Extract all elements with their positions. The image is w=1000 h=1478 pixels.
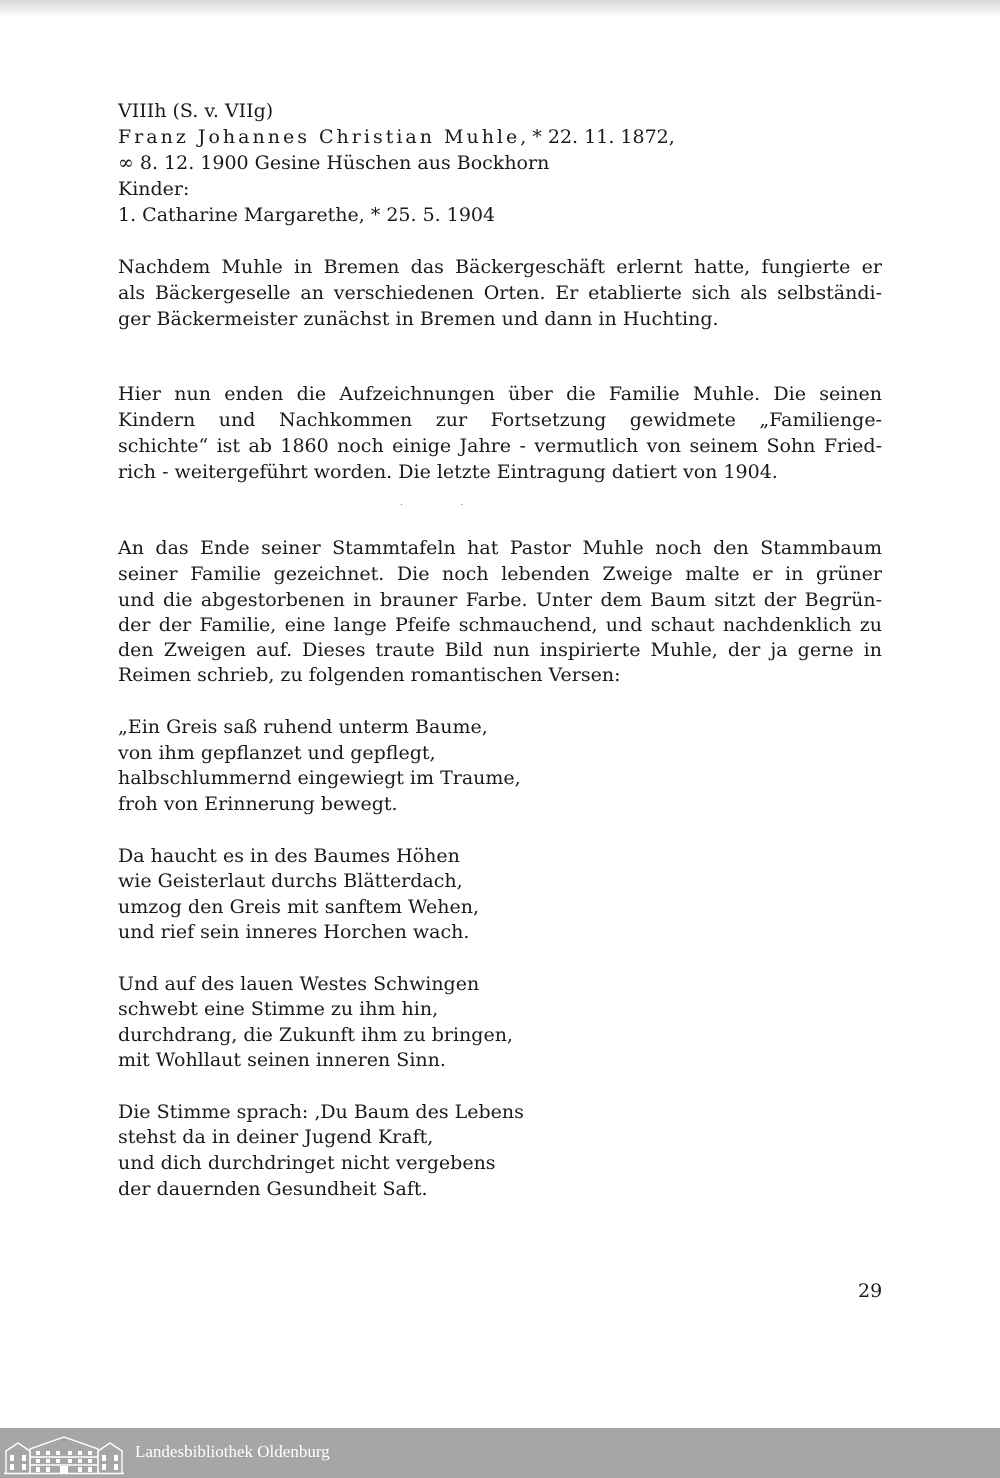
person-name: Franz Johannes Christian Muhle	[118, 126, 521, 148]
poem-line: und rief sein inneres Horchen wach.	[118, 921, 470, 943]
poem-line: und dich durchdringet nicht vergebens	[118, 1152, 496, 1174]
library-footer-banner	[0, 1428, 1000, 1478]
paragraph-3-line: Reimen schrieb, zu folgenden romantischen Versen:	[118, 664, 621, 686]
paragraph-2-line: schichte“ ist ab 1860 noch einige Jahre - vermutlich von seinem Sohn Fried-	[118, 435, 882, 457]
poem-line: Die Stimme sprach: ‚Du Baum des Lebens	[118, 1101, 524, 1123]
poem-line: von ihm gepflanzet und gepflegt,	[118, 742, 436, 764]
poem-line: froh von Erinnerung bewegt.	[118, 793, 398, 815]
poem-line: Und auf des lauen Westes Schwingen	[118, 973, 480, 995]
paragraph-1-line: ger Bäckermeister zunächst in Bremen und dann in Huchting.	[118, 308, 719, 330]
paragraph-3-line: und die abgestorbenen in brauner Farbe. Unter dem Baum sitzt der Begrün-	[118, 589, 882, 611]
person-line	[118, 124, 675, 150]
marriage-line: ∞ 8. 12. 1900 Gesine Hüschen aus Bockhorn	[118, 152, 550, 174]
poem-line: umzog den Greis mit sanftem Wehen,	[118, 896, 479, 918]
poem-line: stehst da in deiner Jugend Kraft,	[118, 1126, 434, 1148]
poem-line: halbschlummernd eingewiegt im Traume,	[118, 767, 521, 789]
paragraph-1-line: als Bäckergeselle an verschiedenen Orten. Er etablierte sich als selbständi-	[118, 282, 882, 304]
poem-line: durchdrang, die Zukunft ihm zu bringen,	[118, 1024, 513, 1046]
paragraph-1-line: Nachdem Muhle in Bremen das Bäckergeschäft erlernt hatte, fungierte er	[118, 256, 882, 278]
paragraph-3-line: An das Ende seiner Stammtafeln hat Pastor Muhle noch den Stammbaum	[118, 537, 882, 559]
paragraph-3-line: den Zweigen auf. Dieses traute Bild nun inspirierte Muhle, der ja gerne in	[118, 639, 882, 661]
generation-label: VIIIh (S. v. VIIg)	[118, 100, 274, 122]
birth-date: , * 22. 11. 1872,	[520, 126, 675, 148]
scan-edge-shadow	[0, 0, 1000, 18]
poem-line: schwebt eine Stimme zu ihm hin,	[118, 998, 439, 1020]
poem-line: „Ein Greis saß ruhend unterm Baume,	[118, 716, 488, 738]
children-label: Kinder:	[118, 178, 190, 200]
paragraph-2-line: rich - weitergeführt worden. Die letzte Eintragung datiert von 1904.	[118, 461, 778, 483]
scan-speck: · ·	[400, 500, 464, 511]
poem-line: der dauernden Gesundheit Saft.	[118, 1178, 428, 1200]
paragraph-3-line: seiner Familie gezeichnet. Die noch lebenden Zweige malte er in grüner	[118, 563, 882, 585]
poem-line: mit Wohllaut seinen inneren Sinn.	[118, 1049, 446, 1071]
library-name: Landesbibliothek Oldenburg	[135, 1442, 330, 1461]
paragraph-2-line: Kindern und Nachkommen zur Fortsetzung gewidmete „Familienge-	[118, 409, 882, 431]
poem-line: Da haucht es in des Baumes Höhen	[118, 845, 460, 867]
paragraph-2-line: Hier nun enden die Aufzeichnungen über die Familie Muhle. Die seinen	[118, 383, 882, 405]
library-building-icon	[4, 1431, 124, 1475]
paragraph-3-line: der der Familie, eine lange Pfeife schmauchend, und schaut nachdenklich zu	[118, 614, 882, 636]
poem-line: wie Geisterlaut durchs Blätterdach,	[118, 870, 463, 892]
child-entry: 1. Catharine Margarethe, * 25. 5. 1904	[118, 204, 496, 226]
page-number: 29	[858, 1280, 883, 1302]
